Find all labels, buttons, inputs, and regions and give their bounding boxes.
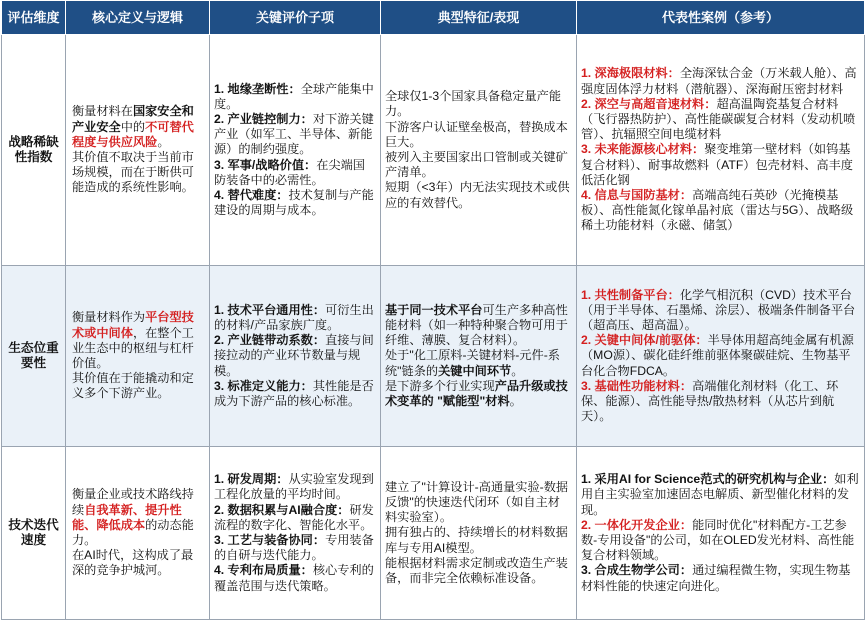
feature-line: 被列入主要国家出口管制或关键矿产清单。 (385, 150, 568, 180)
subitem-text: 研发流程的数字化、智能化水平。 (214, 502, 374, 532)
case-item (581, 188, 860, 234)
feature-emphasis: 基于同一技术平台 (385, 302, 483, 317)
subitem (214, 303, 376, 333)
subitem (214, 472, 376, 502)
case-text: 高端催化剂材料（化工、环保、能源）、高性能导热/散热材料（从芯片到航天）。 (581, 378, 839, 424)
case-item (581, 333, 860, 379)
feature-text: 是下游多个行业实现 (385, 378, 495, 393)
feature-line: 下游客户认证壁垒极高，替换成本巨大。 (385, 119, 568, 149)
subitems-cell (210, 447, 381, 620)
subitem (214, 112, 376, 158)
subitem (214, 333, 376, 379)
case-text: 化学气相沉积（CVD）技术平台（用于半导体、石墨烯、涂层）、极端条件制备平台（超高压、超高温）。 (581, 287, 856, 332)
core-highlight: 平台型技术或中间体 (72, 310, 194, 340)
dimension-cell: 技术迭代速度 (2, 447, 66, 620)
case-text: 能同时优化"材料配方-工艺参数-专用设备"的公司，如在OLED发光材料、高性能复合材料领域。 (581, 517, 855, 563)
core-emphasis: 国家安全和产业安全 (72, 104, 194, 134)
case-title: 1. 共性制备平台： (581, 287, 680, 302)
case-title: 3. 合成生物学公司： (581, 563, 693, 578)
case-item (581, 66, 860, 96)
core-text: 其价值不取决于当前市场规模，而在于断供可能造成的系统性影响。 (72, 150, 194, 195)
feature-emphasis: 产品升级或技术变革的 "赋能型"材料 (385, 378, 568, 408)
core-definition-cell (66, 447, 210, 620)
subitem-text: 专用装备的自研与迭代能力。 (214, 533, 374, 563)
subitem (214, 82, 376, 112)
core-text: ，在整个工业生态中的枢纽与杠杆价值。 (72, 325, 194, 370)
table-row-iteration-speed (2, 447, 865, 620)
header-key-subitems: 关键评价子项 (210, 1, 381, 35)
core-text: 衡量材料作为 (72, 310, 146, 325)
subitem-text: 直接与间接拉动的产业环节数量与规模。 (214, 333, 374, 378)
case-text: 如利用自主实验室加速固态电解质、新型催化材料的发现。 (581, 472, 859, 517)
subitem-text: 从实验室发现到工程化放量的平均时间。 (214, 472, 374, 502)
evaluation-table (1, 0, 865, 620)
cases-cell (577, 266, 865, 447)
core-definition-cell (66, 35, 210, 266)
feature-text: 。 (509, 394, 522, 408)
table-row-ecological-niche (2, 266, 865, 447)
subitem-title: 3. 工艺与装备协同： (214, 533, 326, 547)
case-item (581, 142, 860, 188)
subitem-title: 2. 产业链带动系数： (214, 333, 326, 348)
cases-cell (577, 35, 865, 266)
subitem (214, 503, 376, 533)
core-text: 衡量材料在 (72, 104, 133, 119)
feature-line: 全球仅1-3个国家具备稳定量产能力。 (385, 89, 562, 119)
subitem (214, 158, 376, 188)
subitem-title: 2. 产业链控制力： (214, 111, 313, 126)
features-cell (381, 35, 577, 266)
case-title: 2. 一体化开发企业： (581, 517, 693, 532)
subitem-title: 1. 技术平台通用性： (214, 302, 326, 317)
core-text: 的动态能力。 (72, 517, 194, 547)
core-highlight: 自我革新、提升性能、降低成本 (72, 502, 182, 532)
cases-cell (577, 447, 865, 620)
case-text: 超高温陶瓷基复合材料（飞行器热防护）、高性能碳碳复合材料（发动机喷管）、抗辐照空间电缆材料 (581, 96, 856, 142)
feature-line: 建立了"计算设计-高通量实验-数据反馈"的快速迭代闭环（如自主材料实验室）。 (385, 479, 569, 525)
case-title: 1. 深海极限材料： (581, 66, 680, 81)
subitem-title: 1. 研发周期： (214, 472, 289, 487)
feature-line: 能根据材料需求定制或改造生产装备，而非完全依赖标准设备。 (385, 555, 568, 585)
features-cell (381, 447, 577, 620)
feature-line: 拥有独占的、持续增长的材料数据库与专用AI模型。 (385, 525, 568, 555)
feature-text: 处于"化工原料-关键材料-元件-系统"链条的 (385, 348, 560, 378)
subitem (214, 379, 376, 409)
dimension-cell: 生态位重要性 (2, 266, 66, 447)
case-item (581, 563, 860, 593)
case-text: 高端高纯石英砂（光掩模基板）、高性能氮化镓单晶衬底（雷达与5G）、战略级稀土功能材料（永磁、储氢） (581, 188, 854, 233)
header-cases: 代表性案例（参考） (577, 1, 865, 35)
header-dimension: 评估维度 (2, 1, 66, 35)
case-title: 3. 未来能源核心材料： (581, 142, 705, 157)
dimension-cell: 战略稀缺性指数 (2, 35, 66, 266)
case-item (581, 288, 860, 334)
case-item (581, 472, 860, 518)
feature-text: 。 (511, 363, 524, 378)
subitem-text: 核心专利的覆盖范围与迭代策略。 (214, 563, 374, 593)
case-item (581, 518, 860, 564)
core-text: 。 (157, 134, 170, 149)
subitem-text: 其性能是否成为下游产品的核心标准。 (214, 378, 374, 408)
feature-line: 短期（<3年）内无法实现技术或供应的有效替代。 (385, 180, 570, 210)
subitem-text: 对下游关键产业（如军工、半导体、新能源）的制约强度。 (214, 111, 374, 157)
case-text: 全海深钛合金（万米载人舱）、高强度固体浮力材料（潜航器）、深海耐压密封材料 (581, 66, 857, 96)
subitem-title: 2. 数据积累与AI融合度： (214, 502, 350, 517)
subitem (214, 563, 376, 593)
core-definition-cell (66, 266, 210, 447)
case-title: 4. 信息与国防基材： (581, 188, 693, 202)
case-text: 半导体用超高纯金属有机源（MO源）、碳化硅纤维前驱体聚碳硅烷、生物基平台化合物FDCA。 (581, 333, 854, 378)
core-text: 在AI时代，这构成了最深的竞争护城河。 (72, 548, 194, 578)
subitem-title: 4. 替代难度： (214, 188, 289, 202)
header-row (2, 1, 865, 35)
subitem-text: 技术复制与产能建设的周期与成本。 (214, 188, 374, 218)
header-core-definition: 核心定义与逻辑 (66, 1, 210, 35)
case-item (581, 379, 860, 425)
case-item (581, 97, 860, 143)
subitems-cell (210, 266, 381, 447)
subitems-cell (210, 35, 381, 266)
feature-line (385, 348, 572, 378)
feature-line (385, 303, 572, 349)
case-title: 3. 基础性功能材料： (581, 378, 693, 393)
subitem (214, 533, 376, 563)
subitem-text: 在尖端国防装备中的必需性。 (214, 157, 365, 187)
case-title: 1. 采用AI for Science范式的研究机构与企业： (581, 472, 835, 487)
case-title: 2. 关键中间体/前驱体： (581, 333, 708, 348)
header-features: 典型特征/表现 (381, 1, 577, 35)
case-text: 通过编程微生物，实现生物基材料性能的快速定向进化。 (581, 563, 851, 593)
case-title: 2. 深空与高超音速材料： (581, 96, 717, 111)
subitem-text: 全球产能集中度。 (214, 81, 374, 111)
core-text: 其价值在于能撬动和定义多个下游产业。 (72, 371, 194, 401)
core-highlight: 不可替代程度与供应风险 (72, 119, 194, 149)
features-cell (381, 266, 577, 447)
core-text: 中的 (120, 119, 146, 134)
feature-line (385, 379, 572, 409)
case-text: 聚变堆第一壁材料（如钨基复合材料）、耐事故燃料（ATF）包壳材料、高丰度低活化钢 (581, 142, 853, 187)
subitem-title: 1. 地缘垄断性： (214, 81, 301, 96)
subitem (214, 188, 376, 218)
subitem-title: 4. 专利布局质量： (214, 563, 313, 578)
subitem-text: 可衍生出的材料/产品家族广度。 (214, 302, 374, 332)
subitem-title: 3. 标准定义能力： (214, 378, 313, 393)
table-row-strategic-scarcity (2, 35, 865, 266)
subitem-title: 3. 军事/战略价值： (214, 157, 317, 172)
core-text: 衡量企业或技术路线持续 (72, 487, 194, 517)
feature-text: 可生产多种高性能材料（如一种特种聚合物可用于纤维、薄膜、复合材料）。 (385, 302, 568, 348)
feature-emphasis: 关键中间环节 (438, 363, 512, 378)
